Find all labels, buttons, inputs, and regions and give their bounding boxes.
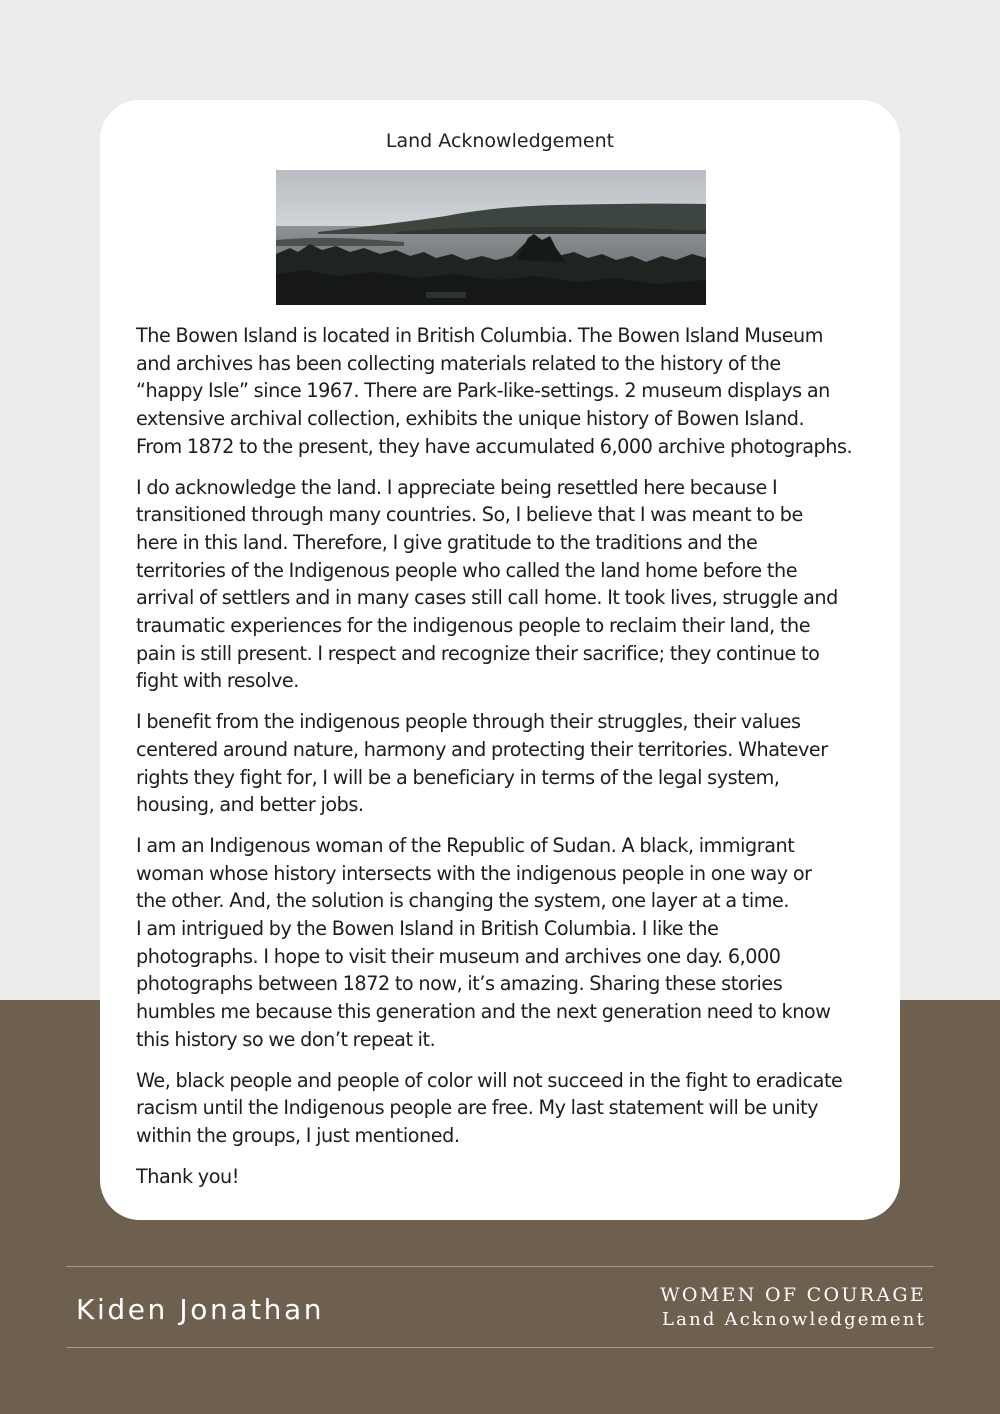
text-line: We, black people and people of color will not succeed in the fight to eradicate: [136, 1068, 843, 1092]
text-line: within the groups, I just mentioned.: [136, 1123, 460, 1147]
text-line: pain is still present. I respect and recognize their sacrifice; they continue to: [136, 641, 820, 665]
body-text: [136, 322, 876, 1203]
text-line: I benefit from the indigenous people through their struggles, their values: [136, 710, 801, 734]
footer-brand: [660, 1283, 926, 1333]
text-line: arrival of settlers and in many cases still call home. It took lives, struggle and: [136, 586, 838, 610]
text-line: rights they fight for, I will be a beneficiary in terms of the legal system,: [136, 765, 780, 789]
text-line: “happy Isle” since 1967. There are Park-like-settings. 2 museum displays an: [136, 379, 830, 403]
text-line: territories of the Indigenous people who called the land home before the: [136, 558, 798, 582]
paragraph: [136, 708, 876, 819]
author-name: Kiden Jonathan: [76, 1293, 325, 1326]
text-line: I am an Indigenous woman of the Republic of Sudan. A black, immigrant: [136, 833, 795, 857]
series-title: WOMEN OF COURAGE: [660, 1284, 926, 1306]
document-title: Land Acknowledgement: [385, 130, 615, 152]
text-line: The Bowen Island is located in British Columbia. The Bowen Island Museum: [136, 324, 824, 347]
text-line: housing, and better jobs.: [136, 793, 364, 817]
text-line: humbles me because this generation and the next generation need to know: [136, 1000, 831, 1024]
text-line: photographs between 1872 to now, it’s amazing. Sharing these stories: [136, 972, 783, 996]
paragraph: [136, 474, 876, 696]
footer-divider-bottom: [66, 1347, 934, 1348]
text-line: photographs. I hope to visit their museum and archives one day. 6,000: [136, 944, 781, 968]
text-line: transitioned through many countries. So, I believe that I was meant to be: [136, 503, 803, 527]
text-line: the other. And, the solution is changing the system, one layer at a time.: [136, 889, 790, 913]
text-line: this history so we don’t repeat it.: [136, 1027, 436, 1051]
text-line: woman whose history intersects with the indigenous people in one way or: [136, 861, 812, 885]
paragraph: [136, 1067, 876, 1150]
text-line: From 1872 to the present, they have accumulated 6,000 archive photographs.: [136, 434, 853, 458]
series-subtitle: Land Acknowledgement: [662, 1309, 926, 1330]
text-line: I am intrigued by the Bowen Island in British Columbia. I like the: [136, 917, 719, 941]
text-line: here in this land. Therefore, I give gratitude to the traditions and the: [136, 530, 758, 554]
paragraph: [136, 832, 876, 1054]
text-line: traumatic experiences for the indigenous people to reclaim their land, the: [136, 614, 811, 638]
paragraph: [136, 322, 876, 461]
text-line: centered around nature, harmony and protecting their territories. Whatever: [136, 737, 828, 761]
text-line: fight with resolve.: [136, 669, 299, 693]
text-line: racism until the Indigenous people are free. My last statement will be unity: [136, 1096, 819, 1120]
paragraph: [136, 1163, 876, 1191]
text-line: and archives has been collecting materials related to the history of the: [136, 351, 781, 375]
text-line: Thank you!: [136, 1164, 239, 1188]
text-line: extensive archival collection, exhibits the unique history of Bowen Island.: [136, 407, 805, 431]
footer-divider-top: [66, 1266, 934, 1267]
landscape-photo: [276, 170, 706, 305]
text-line: I do acknowledge the land. I appreciate being resettled here because I: [136, 475, 778, 499]
